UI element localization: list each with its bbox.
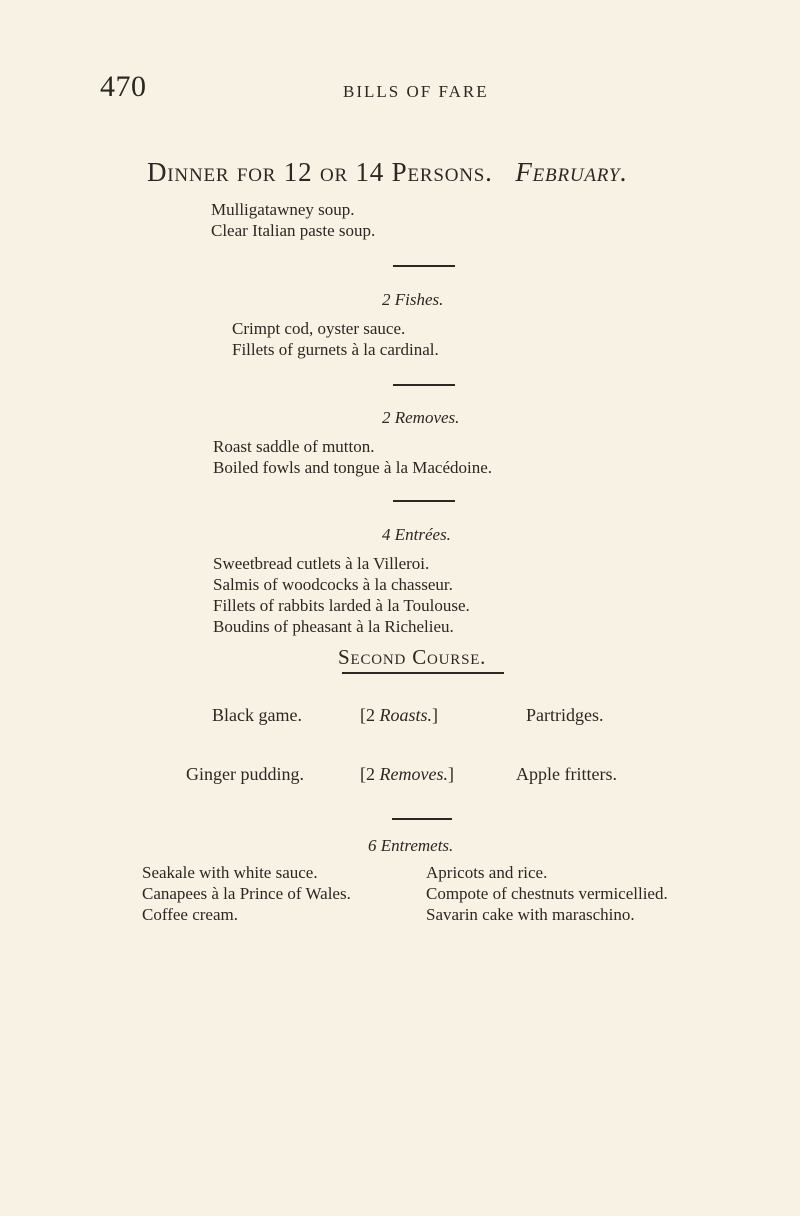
roasts-label xyxy=(360,705,438,726)
remove-left: Ginger pudding. xyxy=(186,764,304,784)
bracket-open: [2 xyxy=(360,764,380,784)
remove-right: Apple fritters. xyxy=(516,764,617,784)
menu-title xyxy=(147,157,628,188)
roast-right: Partridges. xyxy=(526,705,604,725)
roasts-label-text: Roasts. xyxy=(379,705,433,725)
list-item: Crimpt cod, oyster sauce. xyxy=(232,319,406,338)
list-item: Clear Italian paste soup. xyxy=(211,221,376,240)
second-course-heading: Second Course. xyxy=(338,645,487,669)
list-item: Coffee cream. xyxy=(142,905,238,924)
course-divider xyxy=(342,672,504,674)
entrees-heading: 4 Entrées. xyxy=(382,525,451,544)
bracket-close: ] xyxy=(432,705,439,725)
list-item: Roast saddle of mutton. xyxy=(213,437,375,456)
list-item: Boiled fowls and tongue à la Macédoine. xyxy=(213,458,493,477)
list-item: Boudins of pheasant à la Richelieu. xyxy=(213,617,454,636)
list-item: Fillets of rabbits larded à la Toulouse. xyxy=(213,596,470,615)
entremets-heading: 6 Entremets. xyxy=(368,836,454,855)
list-item: Seakale with white sauce. xyxy=(142,863,318,882)
removes-label xyxy=(360,764,454,785)
list-item: Apricots and rice. xyxy=(426,863,548,882)
fishes-heading: 2 Fishes. xyxy=(382,290,444,309)
soups-list xyxy=(211,199,375,241)
fishes-list xyxy=(232,318,439,360)
entremets-right-list xyxy=(426,862,668,925)
page-number: 470 xyxy=(100,70,147,103)
list-item: Fillets of gurnets à la cardinal. xyxy=(232,340,439,359)
removes-list xyxy=(213,436,492,478)
roast-left: Black game. xyxy=(212,705,302,725)
removes-heading: 2 Removes. xyxy=(382,408,460,427)
removes-label-text: Removes. xyxy=(379,764,448,784)
list-item: Mulligatawney soup. xyxy=(211,200,355,219)
section-divider xyxy=(393,265,455,267)
entrees-list xyxy=(213,553,470,637)
menu-title-text: Dinner for 12 or 14 Persons. xyxy=(147,157,493,187)
section-divider xyxy=(393,384,455,386)
section-divider xyxy=(393,500,455,502)
bracket-close: ] xyxy=(447,764,454,784)
entremets-left-list xyxy=(142,862,351,925)
section-divider xyxy=(392,818,452,820)
running-head: BILLS OF FARE xyxy=(343,82,489,101)
menu-month: February. xyxy=(515,157,628,187)
list-item: Savarin cake with maraschino. xyxy=(426,905,635,924)
list-item: Canapees à la Prince of Wales. xyxy=(142,884,351,903)
list-item: Compote of chestnuts vermicellied. xyxy=(426,884,668,903)
list-item: Sweetbread cutlets à la Villeroi. xyxy=(213,554,430,573)
bracket-open: [2 xyxy=(360,705,380,725)
list-item: Salmis of woodcocks à la chasseur. xyxy=(213,575,453,594)
